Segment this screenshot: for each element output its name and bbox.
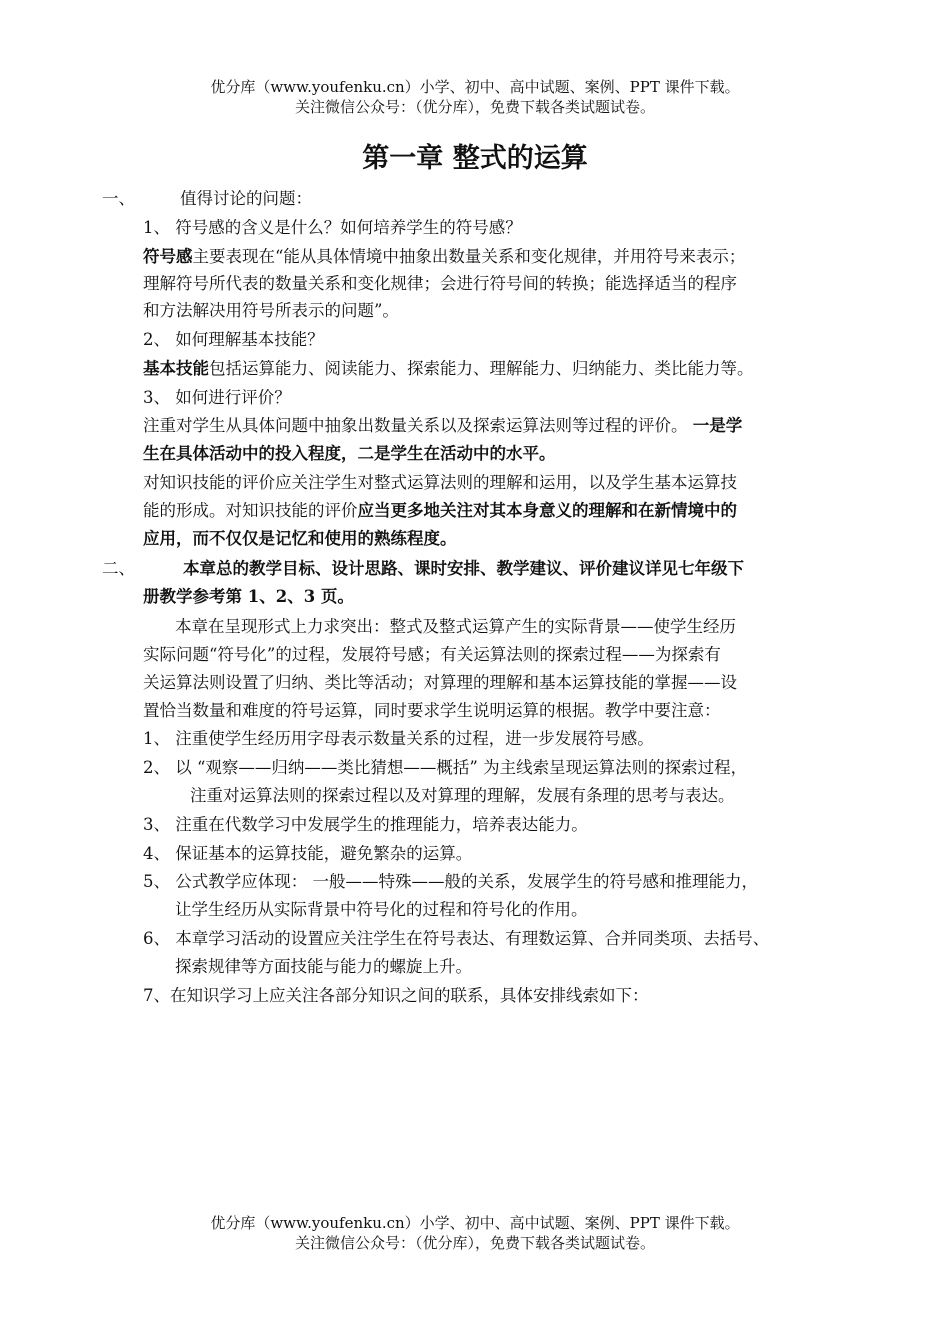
question-3: 3、 如何进行评价？ [143,388,291,407]
note-item-7: 7、在知识学习上应关注各部分知识之间的联系，具体安排线索如下： [143,986,649,1005]
answer-3-bold-start: 一是学 [692,416,743,435]
note-item-2-line-2: 注重对运算法则的探索过程以及对算理的理解，发展有条理的思考与表达。 [190,786,735,805]
page-footer [0,1213,950,1253]
paragraph-line-2: 实际问题“符号化”的过程，发展符号感；有关运算法则的探索过程——为探索有 [143,645,721,664]
header-line-1: 优分库（www.youfenku.cn）小学、初中、高中试题、案例、PPT 课件下载。 [210,78,740,96]
page-header [0,77,950,117]
answer-1-text: 主要表现在“能从具体情境中抽象出数量关系和变化规律，并用符号来表示； [192,247,746,266]
note-item-4: 4、 保证基本的运算技能，避免繁杂的运算。 [143,844,473,863]
chapter-title: 第一章 整式的运算 [362,143,588,174]
question-1: 1、 符号感的含义是什么？如何培养学生的符号感？ [143,218,522,237]
answer-1-line-3: 和方法解决用符号所表示的问题”。 [143,301,399,320]
term-basic-skills: 基本技能 [143,359,209,378]
answer-3-line-1 [143,412,742,436]
paragraph-line-1: 本章在呈现形式上力求突出：整式及整式运算产生的实际背景——使学生经历 [175,617,736,636]
note-item-3: 3、 注重在代数学习中发展学生的推理能力，培养表达能力。 [143,815,588,834]
footer-line-2: 关注微信公众号：（优分库），免费下载各类试题试卷。 [294,1234,655,1252]
answer-1-line-1 [143,243,745,267]
answer-4-line-3: 应用，而不仅仅是记忆和使用的熟练程度。 [143,529,457,548]
paragraph-line-4: 置恰当数量和难度的符号运算，同时要求学生说明运算的根据。教学中要注意： [143,701,721,720]
answer-4-text: 能的形成。对知识技能的评价 [143,501,358,520]
note-item-5-line-1: 5、 公式教学应体现： 一般——特殊——般的关系，发展学生的符号感和推理能力， [143,872,758,891]
answer-3-text: 注重对学生从具体问题中抽象出数量关系以及探索运算法则等过程的评价。 [143,416,688,435]
answer-3-line-2: 生在具体活动中的投入程度，二是学生在活动中的水平。 [143,444,556,463]
footer-line-1: 优分库（www.youfenku.cn）小学、初中、高中试题、案例、PPT 课件下载。 [210,1214,740,1232]
section-2-number: 二、 [102,559,135,578]
section-2-heading-line-2: 册教学参考第 1、2、3 页。 [143,587,354,606]
answer-4-line-1: 对知识技能的评价应关注学生对整式运算法则的理解和运用，以及学生基本运算技 [143,473,737,492]
question-2: 2、 如何理解基本技能？ [143,330,324,349]
note-item-1: 1、 注重使学生经历用字母表示数量关系的过程，进一步发展符号感。 [143,729,654,748]
answer-2 [143,355,754,379]
note-item-2-line-1: 2、 以 “观察——归纳——类比猜想——概括” 为主线索呈现运算法则的探索过程， [143,758,748,777]
note-item-5-line-2: 让学生经历从实际背景中符号化的过程和符号化的作用。 [175,900,588,919]
answer-4-bold: 应当更多地关注对其本身意义的理解和在新情境中的 [357,501,737,520]
note-item-6-line-2: 探索规律等方面技能与能力的螺旋上升。 [175,957,472,976]
answer-4-line-2 [143,497,737,521]
answer-2-text: 包括运算能力、阅读能力、探索能力、理解能力、归纳能力、类比能力等。 [209,359,754,378]
header-line-2: 关注微信公众号：（优分库），免费下载各类试题试卷。 [294,98,655,116]
section-1-heading: 值得讨论的问题： [180,189,312,208]
answer-1-line-2: 理解符号所代表的数量关系和变化规律；会进行符号间的转换；能选择适当的程序 [143,274,737,293]
term-symbol-sense: 符号感 [143,247,193,266]
paragraph-line-3: 关运算法则设置了归纳、类比等活动；对算理的理解和基本运算技能的掌握——设 [143,673,737,692]
note-item-6-line-1: 6、 本章学习活动的设置应关注学生在符号表达、有理数运算、合并同类项、去括号、 [143,929,770,948]
section-1-number: 一、 [102,189,135,208]
section-2-heading-line-1: 本章总的教学目标、设计思路、课时安排、教学建议、评价建议详见七年级下 [183,559,744,578]
